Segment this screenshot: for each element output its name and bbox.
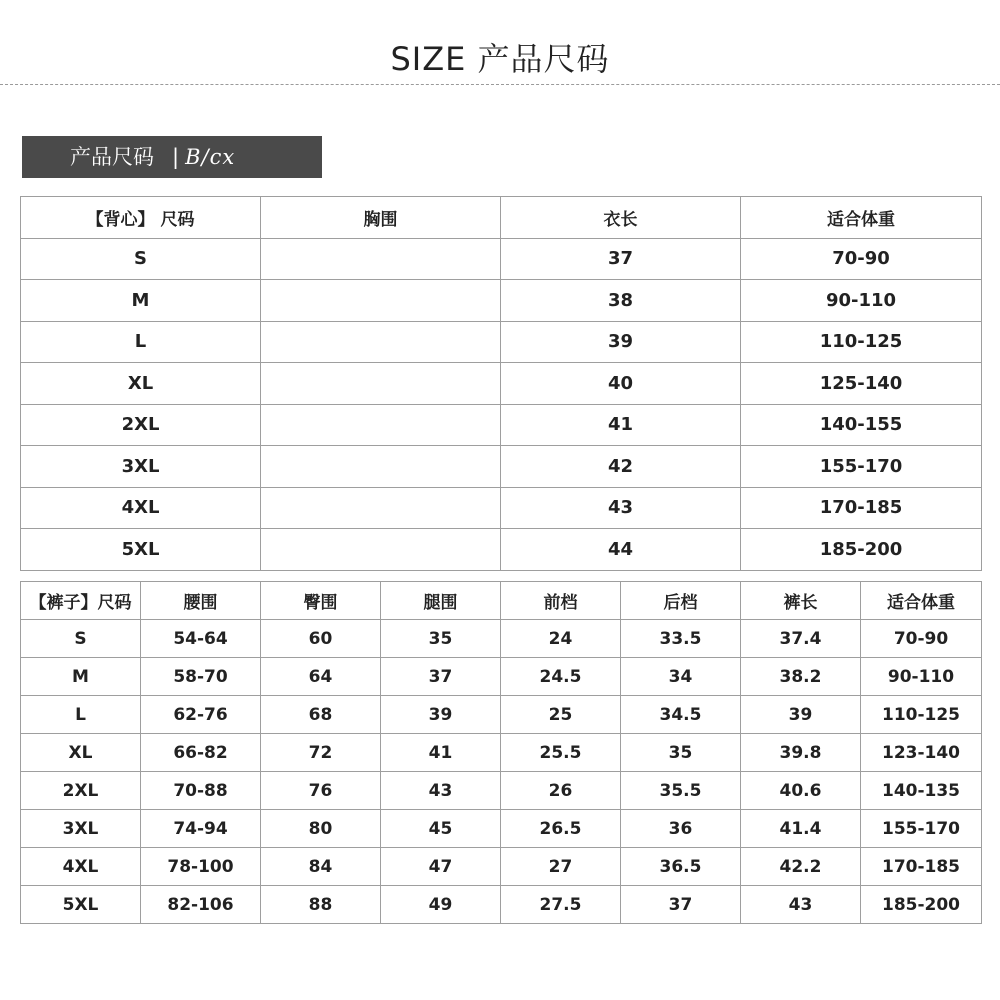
size-cell: 3XL bbox=[21, 446, 261, 488]
pants-header-row bbox=[21, 582, 982, 620]
table-cell: 110-125 bbox=[741, 321, 982, 363]
table-cell: 34 bbox=[621, 658, 741, 696]
table-cell bbox=[261, 321, 501, 363]
table-row bbox=[21, 321, 982, 363]
table-cell bbox=[261, 487, 501, 529]
column-header: 腿围 bbox=[381, 582, 501, 620]
table-cell: 27 bbox=[501, 848, 621, 886]
table-cell: 24 bbox=[501, 620, 621, 658]
table-cell: 41 bbox=[381, 734, 501, 772]
table-cell: 34.5 bbox=[621, 696, 741, 734]
table-row bbox=[21, 810, 982, 848]
table-cell: 70-90 bbox=[861, 620, 982, 658]
table-cell: 140-155 bbox=[741, 404, 982, 446]
column-header: 【裤子】尺码 bbox=[21, 582, 141, 620]
vest-header-row bbox=[21, 197, 982, 239]
table-cell: 36.5 bbox=[621, 848, 741, 886]
table-row bbox=[21, 734, 982, 772]
column-header: 【背心】 尺码 bbox=[21, 197, 261, 239]
dashed-divider bbox=[0, 84, 1000, 85]
size-cell: M bbox=[21, 658, 141, 696]
table-cell: 185-200 bbox=[741, 529, 982, 571]
table-cell: 62-76 bbox=[141, 696, 261, 734]
size-cell: 4XL bbox=[21, 487, 261, 529]
table-cell: 39.8 bbox=[741, 734, 861, 772]
table-cell: 58-70 bbox=[141, 658, 261, 696]
table-cell: 64 bbox=[261, 658, 381, 696]
table-cell: 45 bbox=[381, 810, 501, 848]
table-cell: 170-185 bbox=[861, 848, 982, 886]
page-title: SIZE 产品尺码 bbox=[390, 40, 610, 78]
table-cell: 72 bbox=[261, 734, 381, 772]
table-row bbox=[21, 238, 982, 280]
table-cell: 26 bbox=[501, 772, 621, 810]
table-cell: 54-64 bbox=[141, 620, 261, 658]
table-row bbox=[21, 848, 982, 886]
table-cell bbox=[261, 238, 501, 280]
table-cell: 40.6 bbox=[741, 772, 861, 810]
table-cell: 84 bbox=[261, 848, 381, 886]
table-cell: 40 bbox=[501, 363, 741, 405]
size-cell: S bbox=[21, 238, 261, 280]
banner-separator: | bbox=[172, 145, 180, 169]
column-header: 后档 bbox=[621, 582, 741, 620]
table-row bbox=[21, 529, 982, 571]
table-cell: 43 bbox=[501, 487, 741, 529]
table-cell: 25 bbox=[501, 696, 621, 734]
table-cell: 170-185 bbox=[741, 487, 982, 529]
table-cell: 36 bbox=[621, 810, 741, 848]
table-cell bbox=[261, 529, 501, 571]
table-row bbox=[21, 446, 982, 488]
table-cell: 39 bbox=[381, 696, 501, 734]
table-cell: 76 bbox=[261, 772, 381, 810]
size-cell: 4XL bbox=[21, 848, 141, 886]
table-row bbox=[21, 620, 982, 658]
table-cell: 42 bbox=[501, 446, 741, 488]
table-row bbox=[21, 280, 982, 322]
table-cell bbox=[261, 363, 501, 405]
table-cell: 155-170 bbox=[741, 446, 982, 488]
table-cell: 35.5 bbox=[621, 772, 741, 810]
table-cell: 110-125 bbox=[861, 696, 982, 734]
table-cell: 49 bbox=[381, 886, 501, 924]
table-row bbox=[21, 696, 982, 734]
column-header: 腰围 bbox=[141, 582, 261, 620]
table-cell: 123-140 bbox=[861, 734, 982, 772]
table-cell: 140-135 bbox=[861, 772, 982, 810]
table-cell: 26.5 bbox=[501, 810, 621, 848]
column-header: 适合体重 bbox=[861, 582, 982, 620]
table-cell: 90-110 bbox=[861, 658, 982, 696]
table-cell: 78-100 bbox=[141, 848, 261, 886]
table-cell: 47 bbox=[381, 848, 501, 886]
table-row bbox=[21, 363, 982, 405]
table-cell: 41.4 bbox=[741, 810, 861, 848]
table-cell: 70-90 bbox=[741, 238, 982, 280]
table-cell: 66-82 bbox=[141, 734, 261, 772]
table-cell bbox=[261, 404, 501, 446]
banner-handwriting: B/cx bbox=[185, 145, 236, 169]
size-cell: M bbox=[21, 280, 261, 322]
pants-size-table bbox=[20, 581, 982, 924]
size-cell: XL bbox=[21, 734, 141, 772]
table-cell: 125-140 bbox=[741, 363, 982, 405]
table-cell: 88 bbox=[261, 886, 381, 924]
table-cell: 37 bbox=[381, 658, 501, 696]
table-cell: 35 bbox=[381, 620, 501, 658]
table-cell: 80 bbox=[261, 810, 381, 848]
table-cell: 27.5 bbox=[501, 886, 621, 924]
table-cell: 42.2 bbox=[741, 848, 861, 886]
table-row bbox=[21, 658, 982, 696]
column-header: 适合体重 bbox=[741, 197, 982, 239]
size-cell: 5XL bbox=[21, 529, 261, 571]
table-cell: 37 bbox=[501, 238, 741, 280]
table-row bbox=[21, 404, 982, 446]
size-cell: S bbox=[21, 620, 141, 658]
banner-label: 产品尺码 bbox=[70, 145, 154, 169]
size-cell: 5XL bbox=[21, 886, 141, 924]
table-row bbox=[21, 487, 982, 529]
table-cell: 90-110 bbox=[741, 280, 982, 322]
size-cell: L bbox=[21, 696, 141, 734]
table-cell: 35 bbox=[621, 734, 741, 772]
table-cell: 41 bbox=[501, 404, 741, 446]
column-header: 前档 bbox=[501, 582, 621, 620]
table-cell: 38.2 bbox=[741, 658, 861, 696]
table-cell: 39 bbox=[501, 321, 741, 363]
size-banner bbox=[22, 136, 322, 178]
size-cell: XL bbox=[21, 363, 261, 405]
table-cell: 68 bbox=[261, 696, 381, 734]
table-row bbox=[21, 886, 982, 924]
column-header: 臀围 bbox=[261, 582, 381, 620]
table-cell: 82-106 bbox=[141, 886, 261, 924]
table-cell: 39 bbox=[741, 696, 861, 734]
table-cell: 70-88 bbox=[141, 772, 261, 810]
table-cell: 43 bbox=[381, 772, 501, 810]
table-cell: 44 bbox=[501, 529, 741, 571]
table-cell: 25.5 bbox=[501, 734, 621, 772]
size-cell: 3XL bbox=[21, 810, 141, 848]
table-cell: 155-170 bbox=[861, 810, 982, 848]
table-cell: 185-200 bbox=[861, 886, 982, 924]
table-cell: 37.4 bbox=[741, 620, 861, 658]
table-cell: 33.5 bbox=[621, 620, 741, 658]
table-cell: 43 bbox=[741, 886, 861, 924]
table-cell: 74-94 bbox=[141, 810, 261, 848]
table-cell: 38 bbox=[501, 280, 741, 322]
table-row bbox=[21, 772, 982, 810]
size-cell: 2XL bbox=[21, 404, 261, 446]
size-cell: 2XL bbox=[21, 772, 141, 810]
column-header: 胸围 bbox=[261, 197, 501, 239]
vest-size-table bbox=[20, 196, 982, 571]
size-cell: L bbox=[21, 321, 261, 363]
table-cell: 24.5 bbox=[501, 658, 621, 696]
table-cell: 60 bbox=[261, 620, 381, 658]
column-header: 衣长 bbox=[501, 197, 741, 239]
column-header: 裤长 bbox=[741, 582, 861, 620]
table-cell bbox=[261, 446, 501, 488]
table-cell: 37 bbox=[621, 886, 741, 924]
table-cell bbox=[261, 280, 501, 322]
